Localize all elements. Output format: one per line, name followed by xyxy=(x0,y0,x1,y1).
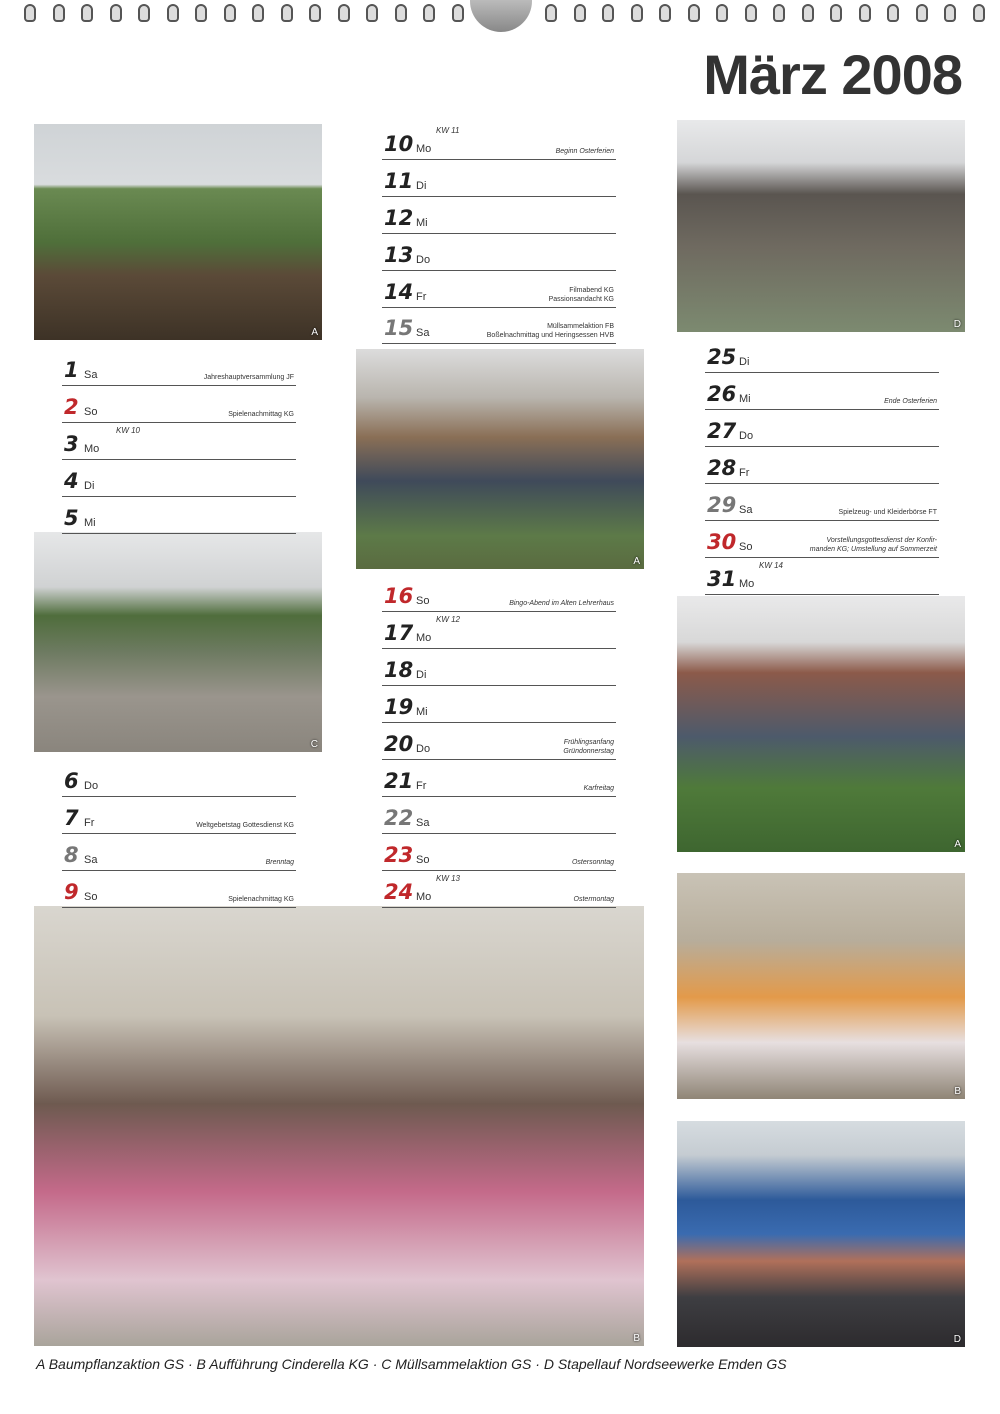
spiral-ring xyxy=(887,4,899,22)
day-row xyxy=(62,835,296,871)
weekday: Do xyxy=(416,254,431,266)
spiral-ring xyxy=(574,4,586,22)
weekday: Sa xyxy=(416,817,430,829)
spiral-ring xyxy=(224,4,236,22)
weekday: Mo xyxy=(416,143,432,155)
spiral-ring xyxy=(830,4,842,22)
day-event: Filmabend KG Passionsandacht KG xyxy=(548,287,614,303)
weekday: Sa xyxy=(416,327,430,339)
day-row xyxy=(382,235,616,271)
day-row xyxy=(382,272,616,308)
day-number: 26 xyxy=(707,382,737,406)
spiral-ring xyxy=(24,4,36,22)
spiral-ring xyxy=(659,4,671,22)
weekday: Mo xyxy=(739,578,755,590)
weekday: So xyxy=(416,595,430,607)
weekday: So xyxy=(84,891,98,903)
weekday: Do xyxy=(84,780,99,792)
day-row xyxy=(382,650,616,686)
day-row xyxy=(62,872,296,908)
calendar-week: KW 14 xyxy=(759,561,784,570)
spiral-ring xyxy=(944,4,956,22)
weekday: Fr xyxy=(416,780,427,792)
day-row xyxy=(382,161,616,197)
day-event: Ostersonntag xyxy=(571,859,614,866)
day-event: Jahreshauptversammlung JF xyxy=(203,374,294,381)
day-number: 19 xyxy=(384,695,414,719)
day-number: 25 xyxy=(707,345,737,369)
day-number: 24 xyxy=(384,880,414,904)
day-row xyxy=(382,124,616,160)
day-row xyxy=(382,198,616,234)
day-event: Spielenachmittag KG xyxy=(228,411,294,418)
spiral-ring xyxy=(859,4,871,22)
spiral-ring xyxy=(631,4,643,22)
photo-tag: A xyxy=(311,327,318,338)
spiral-ring xyxy=(395,4,407,22)
weekday: Mo xyxy=(416,891,432,903)
photo-tag: A xyxy=(633,556,640,567)
day-number: 4 xyxy=(64,469,79,493)
day-row xyxy=(62,387,296,423)
day-row xyxy=(382,798,616,834)
day-number: 12 xyxy=(384,206,414,230)
day-row xyxy=(382,724,616,760)
day-event: Weltgebetstag Gottesdienst KG xyxy=(196,822,294,829)
spiral-ring xyxy=(309,4,321,22)
spiral-ring xyxy=(53,4,65,22)
weekday: Di xyxy=(739,356,750,368)
day-row xyxy=(382,613,616,649)
weekday: Mi xyxy=(739,393,751,405)
day-row xyxy=(705,411,939,447)
day-event: Spielzeug- und Kleiderbörse FT xyxy=(838,509,937,516)
photo-ship-launch xyxy=(677,1121,965,1347)
day-number: 2 xyxy=(64,395,79,419)
spiral-ring xyxy=(802,4,814,22)
spiral-ring xyxy=(745,4,757,22)
weekday: Mi xyxy=(416,217,428,229)
spiral-ring xyxy=(545,4,557,22)
day-event: Müllsammelaktion FB Boßelnachmittag und Heringsessen HVB xyxy=(486,323,614,339)
photo-tag: D xyxy=(953,1334,961,1345)
day-number: 20 xyxy=(384,732,414,756)
day-event: Vorstellungsgottesdienst der Konfir- manden KG; Umstellung auf Sommerzeit xyxy=(809,537,937,553)
spiral-ring xyxy=(338,4,350,22)
weekday: Sa xyxy=(84,369,98,381)
calendar-week: KW 10 xyxy=(116,426,141,435)
photo-litter-collection xyxy=(34,532,322,752)
day-number: 11 xyxy=(384,169,414,193)
spiral-ring xyxy=(973,4,985,22)
day-row xyxy=(62,798,296,834)
day-row xyxy=(62,424,296,460)
spiral-ring xyxy=(773,4,785,22)
weekday: Mi xyxy=(416,706,428,718)
day-event: Beginn Osterferien xyxy=(555,148,614,155)
spiral-ring xyxy=(167,4,179,22)
day-number: 8 xyxy=(64,843,79,867)
day-row xyxy=(382,761,616,797)
day-event: Brenntag xyxy=(265,859,294,866)
day-event: Ostermontag xyxy=(573,896,614,903)
photo-tag: C xyxy=(310,739,318,750)
photo-tree-planting-group xyxy=(356,349,644,569)
day-number: 30 xyxy=(707,530,737,554)
photo-tree-planting-2 xyxy=(677,596,965,852)
day-number: 18 xyxy=(384,658,414,682)
photo-tag: B xyxy=(954,1086,961,1097)
day-number: 22 xyxy=(384,806,414,830)
spiral-ring xyxy=(195,4,207,22)
day-number: 27 xyxy=(707,419,737,443)
photo-ship-launch-crowd xyxy=(677,120,965,332)
day-row xyxy=(382,835,616,871)
day-row xyxy=(382,872,616,908)
day-number: 14 xyxy=(384,280,414,304)
day-event: Frühlingsanfang Gründonnerstag xyxy=(563,739,614,755)
spiral-ring xyxy=(452,4,464,22)
spiral-ring xyxy=(602,4,614,22)
day-event: Spielenachmittag KG xyxy=(228,896,294,903)
weekday: Fr xyxy=(739,467,750,479)
weekday: Mo xyxy=(416,632,432,644)
day-row xyxy=(62,461,296,497)
day-number: 5 xyxy=(64,506,79,530)
spiral-ring xyxy=(110,4,122,22)
day-row xyxy=(62,761,296,797)
calendar-week: KW 11 xyxy=(436,126,460,135)
month-title: März 2008 xyxy=(703,43,962,106)
spiral-ring xyxy=(252,4,264,22)
weekday: Do xyxy=(739,430,754,442)
day-row xyxy=(705,337,939,373)
day-row xyxy=(705,522,939,558)
weekday: Mo xyxy=(84,443,100,455)
day-number: 28 xyxy=(707,456,737,480)
spiral-ring xyxy=(81,4,93,22)
day-row xyxy=(62,350,296,386)
day-row xyxy=(382,308,616,344)
weekday: Mi xyxy=(84,517,96,529)
day-number: 10 xyxy=(384,132,414,156)
spiral-ring xyxy=(688,4,700,22)
day-row xyxy=(705,485,939,521)
day-event: Bingo-Abend im Alten Lehrerhaus xyxy=(509,600,614,607)
day-number: 17 xyxy=(384,621,414,645)
day-event: Ende Osterferien xyxy=(884,398,937,405)
day-number: 29 xyxy=(707,493,737,517)
day-row xyxy=(705,374,939,410)
day-number: 16 xyxy=(384,584,414,608)
spiral-ring xyxy=(281,4,293,22)
spiral-ring xyxy=(716,4,728,22)
weekday: Di xyxy=(416,669,427,681)
weekday: Sa xyxy=(84,854,98,866)
weekday: So xyxy=(739,541,753,553)
day-number: 7 xyxy=(64,806,79,830)
day-number: 21 xyxy=(384,769,414,793)
weekday: So xyxy=(416,854,430,866)
spiral-ring xyxy=(916,4,928,22)
day-row xyxy=(705,448,939,484)
photo-tag: B xyxy=(633,1333,640,1344)
weekday: Sa xyxy=(739,504,753,516)
day-number: 15 xyxy=(384,316,414,340)
photo-caption: A Baumpflanzaktion GS · B Aufführung Cinderella KG · C Müllsammelaktion GS · D Stapellauf Nordseewerke Emden GS xyxy=(36,1356,787,1372)
day-row xyxy=(62,498,296,534)
photo-cinderella-group xyxy=(34,906,644,1346)
photo-tag: D xyxy=(953,319,961,330)
weekday: Fr xyxy=(416,291,427,303)
day-row xyxy=(705,559,939,595)
day-row xyxy=(382,576,616,612)
calendar-week: KW 12 xyxy=(436,615,461,624)
photo-cinderella-stage xyxy=(677,873,965,1099)
photo-tree-planting-1 xyxy=(34,124,322,340)
day-number: 23 xyxy=(384,843,414,867)
spiral-ring xyxy=(423,4,435,22)
weekday: Fr xyxy=(84,817,95,829)
weekday: Do xyxy=(416,743,431,755)
photo-tag: A xyxy=(954,839,961,850)
day-number: 6 xyxy=(64,769,79,793)
weekday: So xyxy=(84,406,98,418)
day-event: Karfreitag xyxy=(583,785,614,792)
day-number: 13 xyxy=(384,243,414,267)
day-number: 1 xyxy=(64,358,79,382)
day-number: 3 xyxy=(64,432,79,456)
calendar-week: KW 13 xyxy=(436,874,461,883)
day-number: 9 xyxy=(64,880,79,904)
spiral-ring xyxy=(366,4,378,22)
weekday: Di xyxy=(84,480,95,492)
day-number: 31 xyxy=(707,567,737,591)
day-row xyxy=(382,687,616,723)
spiral-ring xyxy=(138,4,150,22)
weekday: Di xyxy=(416,180,427,192)
